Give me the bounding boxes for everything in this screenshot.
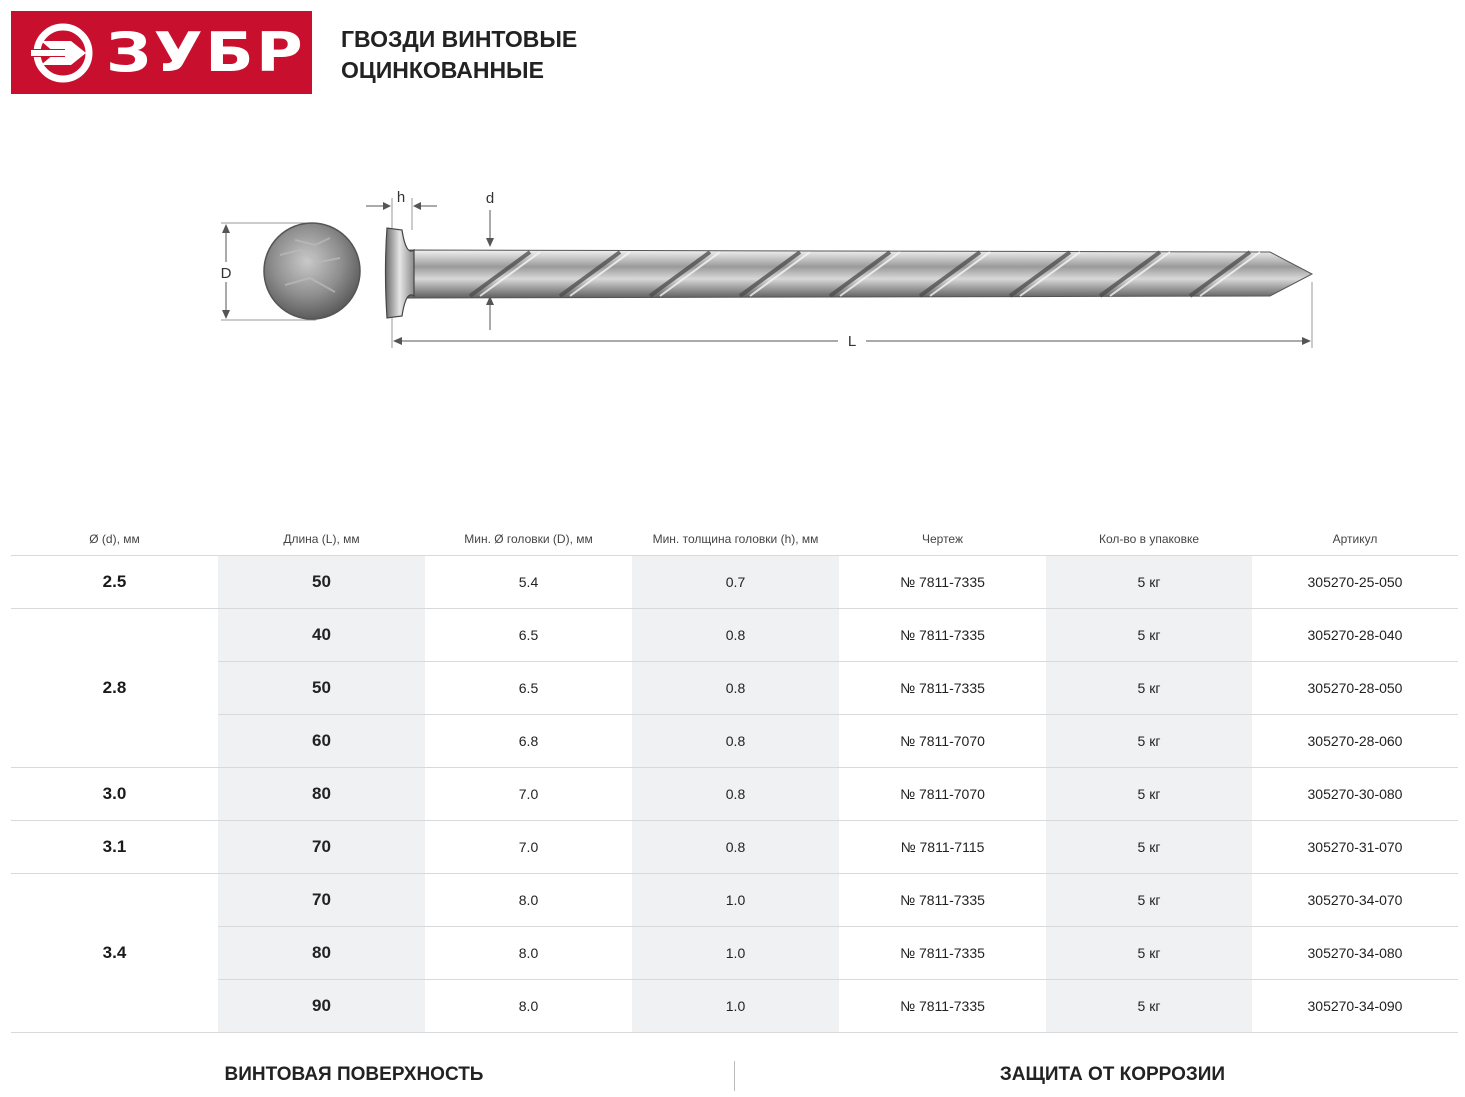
nail-side-view [386,228,1313,318]
table-row [11,874,1458,927]
package-qty-cell: 5 кг [1046,556,1252,608]
table-row [11,821,1458,874]
label-L: L [847,333,857,350]
shank-diameter-cell: 2.5 [11,556,218,609]
package-qty-cell: 5 кг [1046,715,1252,767]
package-qty-cell: 5 кг [1046,874,1252,926]
table-body [11,556,1458,1033]
product-title-line1: ГВОЗДИ ВИНТОВЫЕ [341,26,578,52]
sku-cell: 305270-34-080 [1307,945,1403,961]
label-d: d [485,190,495,207]
shank-diameter-cell: 3.0 [11,768,218,821]
product-title [341,24,577,86]
feature-divider [734,1061,735,1091]
sku-cell: 305270-28-060 [1307,733,1403,749]
drawing-cell: № 7811-7335 [900,574,985,590]
shank-diameter-cell: 3.1 [11,821,218,874]
header-head-diameter: Мин. Ø головки (D), мм [464,532,593,546]
feature-bar [0,1050,1465,1097]
length-cell: 60 [218,715,425,767]
header-drawing: Чертеж [921,532,963,546]
length-cell: 80 [218,768,425,820]
head-diameter-cell: 8.0 [518,998,539,1014]
head-thickness-cell: 1.0 [632,980,839,1032]
package-qty-cell: 5 кг [1046,662,1252,714]
product-title-line2: ОЦИНКОВАННЫЕ [341,57,544,83]
head-thickness-cell: 1.0 [632,874,839,926]
length-cell: 90 [218,980,425,1032]
drawing-cell: № 7811-7335 [900,680,985,696]
sku-cell: 305270-31-070 [1307,839,1403,855]
package-qty-cell: 5 кг [1046,927,1252,979]
drawing-cell: № 7811-7335 [900,627,985,643]
length-cell: 50 [218,662,425,714]
package-qty-cell: 5 кг [1046,821,1252,873]
logo-text: ЗУБР [106,21,306,84]
drawing-cell: № 7811-7335 [900,945,985,961]
sku-cell: 305270-34-070 [1307,892,1403,908]
package-qty-cell: 5 кг [1046,768,1252,820]
drawing-cell: № 7811-7335 [900,998,985,1014]
table-row [11,927,1458,980]
drawing-cell: № 7811-7070 [900,733,985,749]
table-header [11,523,1458,556]
head-diameter-cell: 5.4 [518,574,539,590]
sku-cell: 305270-25-050 [1307,574,1403,590]
sku-cell: 305270-28-040 [1307,627,1403,643]
head-diameter-cell: 6.8 [518,733,539,749]
sku-cell: 305270-30-080 [1307,786,1403,802]
head-thickness-cell: 1.0 [632,927,839,979]
table-row [11,768,1458,821]
head-thickness-cell: 0.8 [632,715,839,767]
drawing-cell: № 7811-7335 [900,892,985,908]
sku-cell: 305270-28-050 [1307,680,1403,696]
table-row [11,715,1458,768]
drawing-cell: № 7811-7115 [900,839,985,855]
label-h: h [396,189,406,206]
length-cell: 50 [218,556,425,608]
header-sku: Артикул [1332,532,1378,546]
head-thickness-cell: 0.8 [632,821,839,873]
table-row [11,556,1458,609]
sku-cell: 305270-34-090 [1307,998,1403,1014]
drawing-cell: № 7811-7070 [900,786,985,802]
head-diameter-cell: 8.0 [518,892,539,908]
shank-diameter-cell: 2.8 [11,609,218,768]
header-head-thickness: Мин. толщина головки (h), мм [652,532,819,546]
header-length: Длина (L), мм [283,532,360,546]
nail-diagram [0,170,1465,370]
table-row [11,980,1458,1033]
head-diameter-cell: 7.0 [518,839,539,855]
feature-corrosion-protection: ЗАЩИТА ОТ КОРРОЗИИ [999,1064,1226,1085]
length-cell: 70 [218,821,425,873]
header-package-qty: Кол-во в упаковке [1098,532,1200,546]
shank-diameter-cell: 3.4 [11,874,218,1033]
brand-logo [11,11,312,94]
header-shank-diameter: Ø (d), мм [89,532,140,546]
head-thickness-cell: 0.8 [632,768,839,820]
head-diameter-cell: 8.0 [518,945,539,961]
length-cell: 40 [218,609,425,661]
head-thickness-cell: 0.7 [632,556,839,608]
length-cell: 70 [218,874,425,926]
head-thickness-dimension [366,189,437,230]
table-row [11,662,1458,715]
feature-screw-surface: ВИНТОВАЯ ПОВЕРХНОСТЬ [224,1064,484,1085]
spec-table [11,523,1458,1033]
length-cell: 80 [218,927,425,979]
head-diameter-cell: 6.5 [518,627,539,643]
package-qty-cell: 5 кг [1046,980,1252,1032]
head-diameter-cell: 7.0 [518,786,539,802]
table-row [11,609,1458,662]
head-thickness-cell: 0.8 [632,609,839,661]
package-qty-cell: 5 кг [1046,609,1252,661]
head-thickness-cell: 0.8 [632,662,839,714]
head-diameter-cell: 6.5 [518,680,539,696]
label-D: D [220,265,232,282]
